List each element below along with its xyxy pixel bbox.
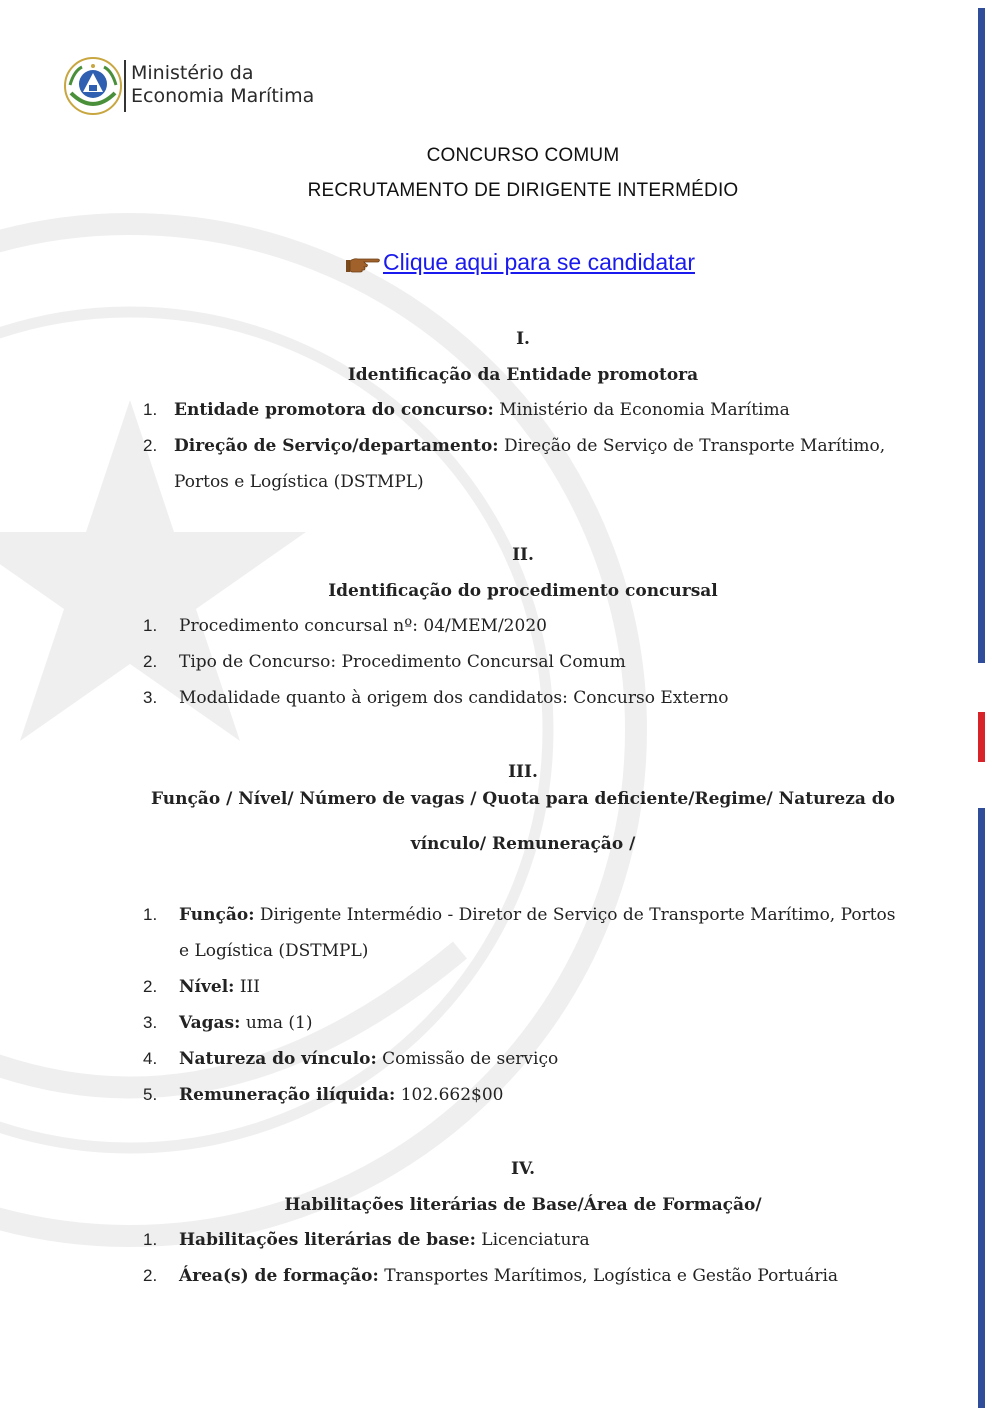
item-number: 2. [143,652,158,671]
item-number: 4. [143,1049,158,1068]
apply-link-label[interactable]: Clique aqui para se candidatar [383,249,695,275]
item-value: Dirigente Intermédio - Diretor de Serviço de Transporte Marítimo, Portos [259,905,896,925]
item-value: Transportes Marítimos, Logística e Gestão Portuária [384,1266,839,1286]
item-number: 1. [143,905,158,924]
org-name [131,62,314,108]
item-number: 2. [143,1266,158,1285]
item-label: Remuneração ilíquida: [179,1085,396,1105]
item-number: 3. [143,1013,158,1032]
section-title-line1: Função / Nível/ Número de vagas / Quota para deficiente/Regime/ Natureza do [150,789,896,809]
section-number: III. [508,762,538,782]
pointing-hand-icon [344,252,382,274]
document-subtitle: RECRUTAMENTO DE DIRIGENTE INTERMÉDIO [307,180,739,201]
item-number: 2. [143,977,158,996]
item-number: 2. [143,436,158,455]
item-value: Ministério da Economia Marítima [499,400,790,420]
item-label: Função: [179,905,255,925]
item-value: Comissão de serviço [382,1049,559,1069]
item-label: Vagas: [179,1013,241,1033]
item-value: 102.662$00 [400,1085,504,1105]
item-label: Área(s) de formação: [179,1266,379,1286]
section-title: Identificação do procedimento concursal [328,581,718,601]
section-number: II. [512,545,534,565]
section-title: Identificação da Entidade promotora [347,365,699,385]
section-number: I. [516,329,530,349]
logo-divider [124,60,126,112]
section-number: IV. [510,1159,536,1179]
item-value: Tipo de Concurso: Procedimento Concursal Comum [179,652,626,672]
item-label: Direção de Serviço/departamento: [174,436,499,456]
item-value: uma (1) [245,1013,313,1033]
side-stripe-red [978,712,985,762]
side-stripe-blue-bottom [978,808,985,1408]
item-number: 1. [143,400,158,419]
item-label: Nível: [179,977,235,997]
apply-link[interactable] [344,249,695,276]
item-value-continued: Portos e Logística (DSTMPL) [174,472,424,492]
item-value: III [239,977,260,997]
item-value-continued: e Logística (DSTMPL) [179,941,369,961]
section-title-line2: vínculo/ Remuneração / [410,834,636,854]
item-label: Natureza do vínculo: [179,1049,377,1069]
org-name-line1: Ministério da [131,62,254,84]
item-value: Modalidade quanto à origem dos candidatos: Concurso Externo [179,688,729,708]
section-title: Habilitações literárias de Base/Área de Formação/ [284,1195,762,1215]
item-number: 5. [143,1085,158,1104]
item-label: Habilitações literárias de base: [179,1230,476,1250]
document-title: CONCURSO COMUM [426,145,620,166]
item-label: Entidade promotora do concurso: [174,400,494,420]
item-value: Procedimento concursal nº: 04/MEM/2020 [179,616,547,636]
item-number: 1. [143,616,158,635]
item-number: 1. [143,1230,158,1249]
coat-of-arms-icon [62,55,124,117]
item-number: 3. [143,688,158,707]
org-name-line2: Economia Marítima [131,85,315,107]
item-value: Licenciatura [481,1230,590,1250]
item-value: Direção de Serviço de Transporte Marítimo, [503,436,886,456]
